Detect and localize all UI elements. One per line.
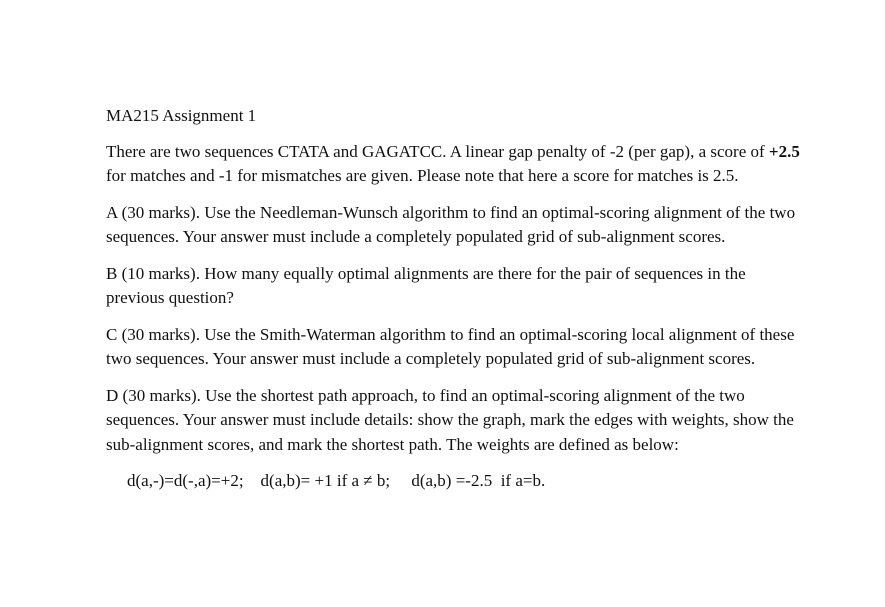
mismatch-weight: d(a,b)= +1 if a ≠ b; — [260, 471, 391, 490]
match-score-bold: +2.5 — [768, 141, 800, 161]
weight-definitions — [106, 469, 806, 494]
part-a-paragraph: A (30 marks). Use the Needleman-Wunsch algorithm to find an optimal-scoring alignment of the two sequences. Your answer must include a completely populated grid of sub-alignment scores. — [106, 202, 796, 246]
intro-paragraph — [106, 140, 806, 189]
intro-text-start: There are two sequences CTATA and GAGATCC. A linear gap penalty of -2 (per gap), a score of — [106, 141, 769, 161]
match-weight: d(a,b) =-2.5 if a=b. — [411, 471, 546, 490]
part-d-paragraph: D (30 marks). Use the shortest path approach, to find an optimal-scoring alignment of the two sequences. Your answer must include details: show the graph, mark the edges with weights, show the sub-alignment scores, and mark the shortest path. The weights are defined as below: — [106, 385, 794, 454]
document-title: MA215 Assignment 1 — [106, 106, 257, 125]
part-c-paragraph: C (30 marks). Use the Smith-Waterman algorithm to find an optimal-scoring local alignment of these two sequences. Your answer must include a completely populated grid of sub-alignment scores. — [106, 324, 795, 368]
assignment-page — [106, 104, 806, 494]
gap-weight: d(a,-)=d(-,a)=+2; — [127, 471, 244, 490]
part-b-paragraph: B (10 marks). How many equally optimal alignments are there for the pair of sequences in the previous question? — [106, 263, 746, 307]
intro-text-end: for matches and -1 for mismatches are given. Please note that here a score for matches is 2.5. — [106, 166, 739, 185]
